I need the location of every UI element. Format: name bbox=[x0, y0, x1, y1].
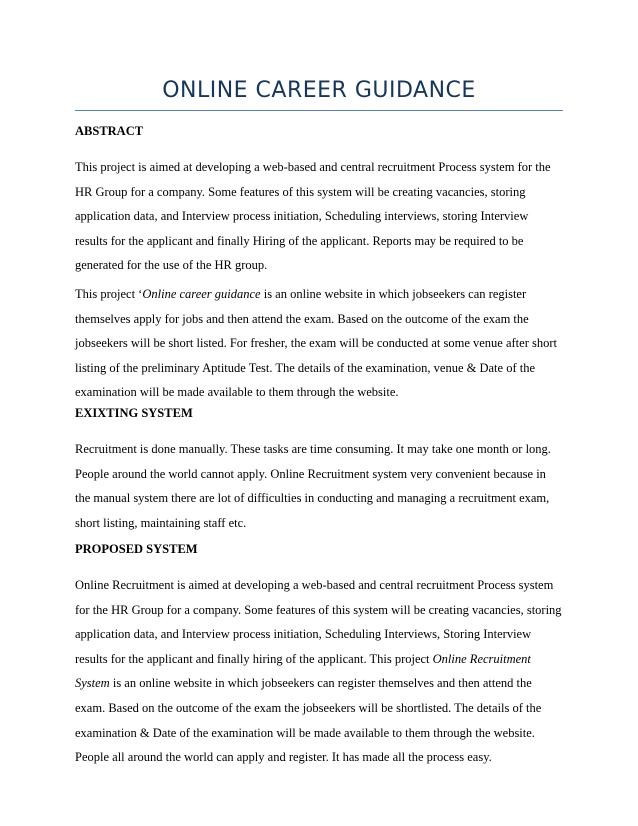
text-line: the manual system there are lot of difficulties in conducting and managing a recruitment exam, bbox=[75, 491, 550, 506]
text-line: short listing, maintaining staff etc. bbox=[75, 515, 247, 530]
abstract-paragraph-2 bbox=[75, 282, 570, 405]
abstract-paragraph-1 bbox=[75, 155, 570, 278]
text-line: listing of the preliminary Aptitude Test. The details of the examination, venue & Date of the bbox=[75, 360, 536, 375]
project-name-emphasis: Online career guidance bbox=[142, 287, 261, 301]
text-line-end: is an online website in which jobseekers can register themselves and then attend the bbox=[109, 676, 532, 691]
section-heading-abstract: ABSTRACT bbox=[75, 124, 144, 138]
proposed-system-paragraph bbox=[75, 573, 570, 770]
text-line bbox=[75, 282, 570, 307]
text-line: jobseekers will be short listed. For fresher, the exam will be conducted at some venue after short bbox=[75, 336, 557, 351]
text-line: HR Group for a company. Some features of this system will be creating vacancies, storing bbox=[75, 184, 526, 199]
system-name-emphasis: System bbox=[75, 676, 110, 691]
text-line: application data, and Interview process initiation, Scheduling interviews, storing Interview bbox=[75, 209, 529, 224]
text-line-start: This project ‘ bbox=[75, 287, 143, 301]
text-line bbox=[75, 671, 570, 696]
text-line: People all around the world can apply and register. It has made all the process easy. bbox=[75, 750, 492, 765]
text-line: results for the applicant and finally Hiring of the applicant. Reports may be required to be bbox=[75, 233, 524, 248]
text-line: This project is aimed at developing a web-based and central recruitment Process system for the bbox=[75, 160, 551, 174]
existing-system-paragraph bbox=[75, 437, 570, 535]
text-line: Online Recruitment is aimed at developing a web-based and central recruitment Process system bbox=[75, 578, 554, 592]
text-line: Recruitment is done manually. These tasks are time consuming. It may take one month or long. bbox=[75, 442, 551, 456]
text-line: examination will be made available to them through the website. bbox=[75, 385, 399, 400]
text-line: People around the world cannot apply. Online Recruitment system very convenient because in bbox=[75, 466, 546, 481]
system-name-emphasis: Online Recruitment bbox=[432, 651, 531, 666]
text-line-end: is an online website in which jobseekers can register bbox=[260, 287, 527, 301]
document-title: ONLINE CAREER GUIDANCE bbox=[162, 78, 476, 103]
text-line-start: results for the applicant and finally hiring of the applicant. This project bbox=[75, 651, 433, 666]
text-line: examination & Date of the examination will be made available to them through the website. bbox=[75, 725, 535, 740]
text-line: application data, and Interview process initiation, Scheduling Interviews, Storing Interview bbox=[75, 627, 532, 642]
text-line: for the HR Group for a company. Some features of this system will be creating vacancies, storing bbox=[75, 602, 562, 617]
title-divider bbox=[75, 110, 563, 111]
section-heading-proposed-system: PROPOSED SYSTEM bbox=[75, 542, 198, 556]
section-heading-existing-system: EXIXTING SYSTEM bbox=[75, 406, 193, 420]
text-line: generated for the use of the HR group. bbox=[75, 258, 268, 273]
text-line: themselves apply for jobs and then attend the exam. Based on the outcome of the exam the bbox=[75, 311, 529, 326]
text-line bbox=[75, 647, 570, 672]
text-line: exam. Based on the outcome of the exam the jobseekers will be shortlisted. The details of the bbox=[75, 700, 542, 715]
